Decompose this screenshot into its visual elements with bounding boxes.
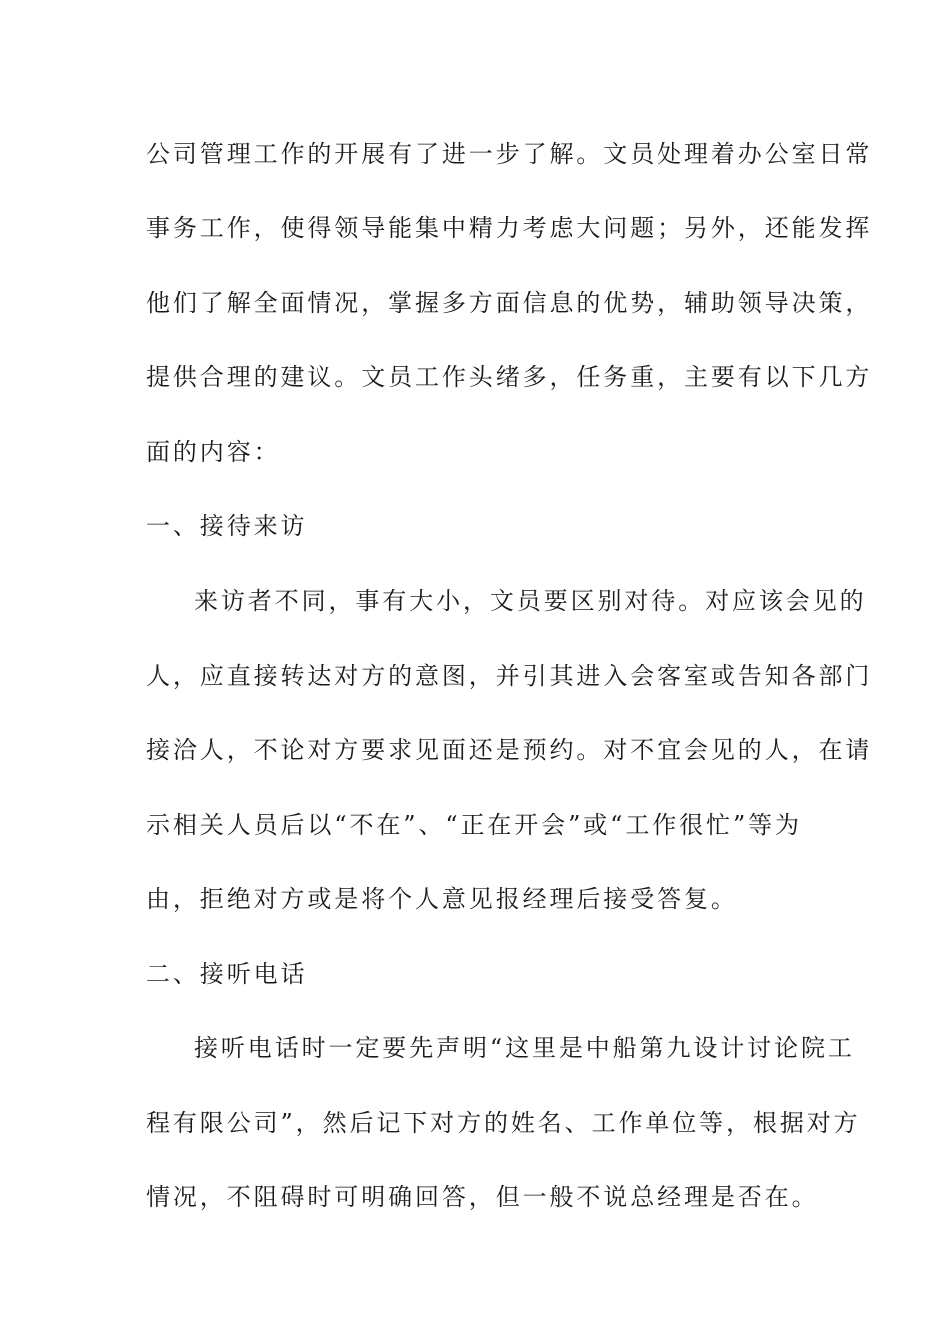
- section-1-line-3: 接洽人，不论对方要求见面还是预约。对不宜会见的人，在请: [146, 736, 873, 764]
- section-2-line-1: 接听电话时一定要先声明“这里是中船第九设计讨论院工: [194, 1034, 855, 1062]
- section-1-line-2: 人，应直接转达对方的意图，并引其进入会客室或告知各部门: [146, 662, 873, 690]
- section-1-heading: 一、接待来访: [146, 512, 308, 540]
- intro-line-2: 事务工作，使得领导能集中精力考虑大问题；另外，还能发挥: [146, 214, 873, 242]
- intro-line-3: 他们了解全面情况，掌握多方面信息的优势，辅助领导决策，: [146, 289, 873, 317]
- intro-line-5: 面的内容：: [146, 438, 281, 466]
- section-2-line-3: 情况，不阻碍时可明确回答，但一般不说总经理是否在。: [146, 1183, 819, 1211]
- intro-line-1: 公司管理工作的开展有了进一步了解。文员处理着办公室日常: [146, 140, 873, 168]
- section-1-line-1: 来访者不同，事有大小，文员要区别对待。对应该会见的: [194, 587, 867, 615]
- section-1-line-4: 示相关人员后以“不在”、“正在开会”或“工作很忙”等为: [146, 811, 802, 839]
- intro-line-4: 提供合理的建议。文员工作头绪多，任务重，主要有以下几方: [146, 363, 873, 391]
- section-2-line-2: 程有限公司”，然后记下对方的姓名、工作单位等，根据对方: [146, 1109, 861, 1137]
- section-2-heading: 二、接听电话: [146, 960, 308, 988]
- section-1-line-5: 由，拒绝对方或是将个人意见报经理后接受答复。: [146, 885, 738, 913]
